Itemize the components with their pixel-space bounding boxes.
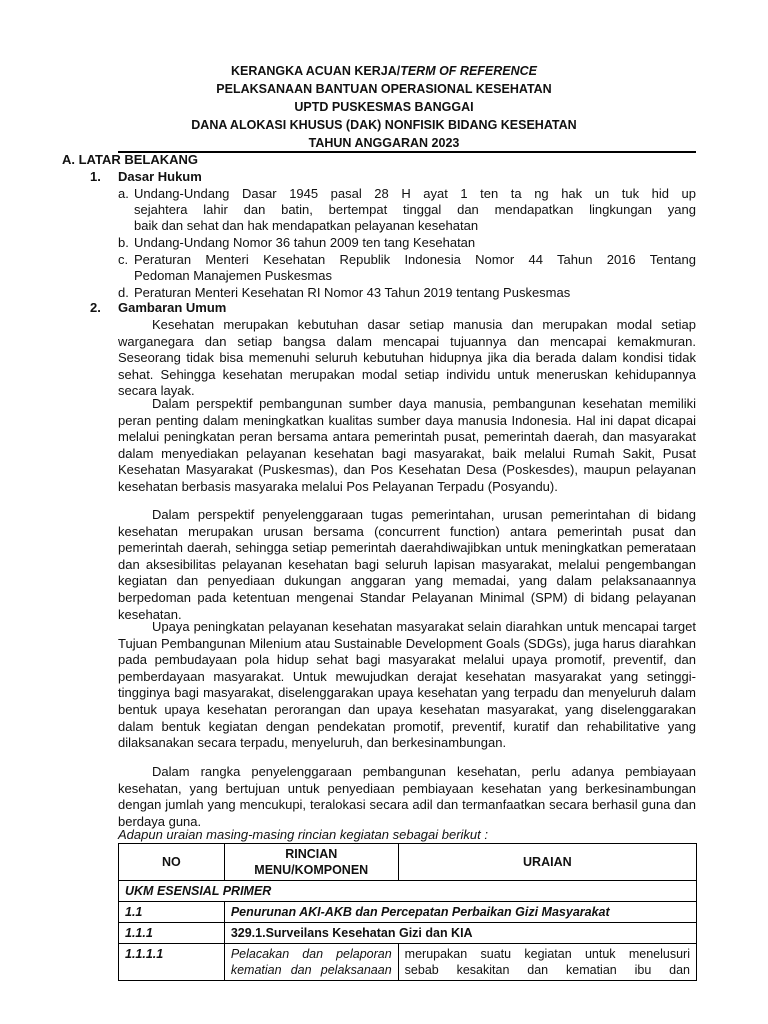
legal-item-letter: a. [118, 186, 129, 201]
table-row [119, 902, 697, 923]
table-row [119, 881, 697, 902]
activity-table [118, 843, 697, 981]
header-line-4: DANA ALOKASI KHUSUS (DAK) NONFISIK BIDANG KESEHATAN [191, 118, 577, 132]
table-row [119, 944, 697, 981]
legal-item-c-line-1: Peraturan Menteri Kesehatan Republik Indonesia Nomor 44 Tahun 2016 Tentang [134, 252, 696, 267]
table-row [119, 923, 697, 944]
document-header [0, 62, 768, 152]
legal-item-letter: c. [118, 252, 129, 267]
group-label: UKM ESENSIAL PRIMER [119, 881, 697, 902]
legal-item-d-line-1: Peraturan Menteri Kesehatan RI Nomor 43 Tahun 2019 tentang Puskesmas [134, 285, 571, 300]
row-number: 1.1.1.1 [119, 944, 225, 981]
legal-item-c-line-2: Pedoman Manajemen Puskesmas [134, 268, 332, 283]
row-number: 1.1 [119, 902, 225, 923]
paragraph: Dalam perspektif penyelenggaraan tugas pemerintahan, urusan pemerintahan di bidang kesehatan merupakan urusan bersama (concurrent function) antara pemerintah pusat dan pemerintah daerah, sehingga setiap pemerintah daerahdiwajibkan untuk meningkatkan pemerataan dan aksesibilitas pelayanan kesehatan bagi seluruh lapisan masyarakat, melalui pengembangan kegiatan dan penyediaan dukungan anggaran yang memadai, yang dalam pelaksanaannya berpedoman pada ketentuan mengenai Standar Pelayanan Minimal (SPM) di bidang pelayanan kesehatan. [118, 507, 696, 622]
table-intro: Adapun uraian masing-masing rincian kegiatan sebagai berikut : [118, 827, 488, 842]
table-header-row [119, 844, 697, 881]
paragraph: Upaya peningkatan pelayanan kesehatan masyarakat selain diarahkan untuk mencapai target Tujuan Pembangunan Milenium atau Sustainable Development Goals (SDGs), juga harus diarahkan pada pembudayaan pola hidup sehat bagi masyarakat melalui upaya promotif, preventif, dan pemberdayaan masyarakat. Untuk mewujudkan derajat kesehatan masyarakat yang setinggi-tingginya bagi masyarakat, diselenggarakan upaya kesehatan yang terpadu dan menyeluruh dalam bentuk upaya kesehatan perorangan dan upaya kesehatan masyarakat, yang diselenggarakan dalam bentuk kegiatan dengan pendekatan promotif, preventif, kuratif dan rehabilitative yang dilaksanakan secara terpadu, menyeluruh, dan berkesinambungan. [118, 619, 696, 751]
header-line-2: PELAKSANAAN BANTUAN OPERASIONAL KESEHATAN [216, 82, 552, 96]
subsection-1-title: Dasar Hukum [118, 169, 202, 184]
legal-item-letter: d. [118, 285, 129, 300]
row-uraian: merupakan suatu kegiatan untuk menelusuri sebab kesakitan dan kematian ibu dan [398, 944, 696, 981]
legal-item-a-line-2: sejahtera lahir dan batin, bertempat tinggal dan mendapatkan lingkungan yang [134, 202, 696, 217]
legal-item-b-line-1: Undang-Undang Nomor 36 tahun 2009 ten tang Kesehatan [134, 235, 476, 250]
legal-item-letter: b. [118, 235, 129, 250]
paragraph: Kesehatan merupakan kebutuhan dasar setiap manusia dan merupakan modal setiap warganegara dan setiap bangsa dalam mencapai tujuannya dan mencapai kemakmuran. Seseorang tidak bisa memenuhi seluruh kebutuhan hidupnya jika dia berada dalam kondisi tidak sehat. Sehingga kesehatan merupakan modal setiap individu untuk meneruskan kehidupannya secara layak. [118, 317, 696, 399]
row-title: 329.1.Surveilans Kesehatan Gizi dan KIA [224, 923, 696, 944]
row-rincian: Pelacakan dan pelaporan kematian dan pelaksanaan [224, 944, 398, 981]
section-title: A. LATAR BELAKANG [62, 152, 199, 167]
subsection-2-title: Gambaran Umum [118, 300, 227, 315]
header-line-5: TAHUN ANGGARAN 2023 [308, 136, 460, 150]
row-number: 1.1.1 [119, 923, 225, 944]
paragraph: Dalam perspektif pembangunan sumber daya manusia, pembangunan kesehatan memiliki peran penting dalam meningkatkan kualitas sumber daya manusia Indonesia. Hal ini dapat dicapai melalui peningkatan peran bersama antara pemerintah pusat, pemerintah daerah, dan masyarakat dalam menyediakan pelayanan kesehatan bagi masyarakat, baik melalui Rumah Sakit, Pusat Kesehatan Masyarakat (Puskesmas), dan Pos Kesehatan Desa (Poskesdes), maupun pelayanan kesehatan berbasis masyaraka melalui Pos Pelayanan Terpadu (Posyandu). [118, 396, 696, 494]
legal-item-a-line-3: baik dan sehat dan hak mendapatkan pelayanan kesehatan [134, 218, 479, 233]
header-italic: TERM OF REFERENCE [400, 64, 538, 78]
legal-item-a-line-1: Undang-Undang Dasar 1945 pasal 28 H ayat 1 ten ta ng hak un tuk hid up [134, 186, 696, 201]
header-line-3: UPTD PUSKESMAS BANGGAI [294, 100, 474, 114]
header-line-1: KERANGKA ACUAN KERJA/TERM OF REFERENCE [230, 64, 538, 78]
column-header-rincian: RINCIAN MENU/KOMPONEN [224, 844, 398, 881]
column-header-uraian: URAIAN [398, 844, 696, 881]
header-divider [118, 151, 696, 153]
row-title: Penurunan AKI-AKB dan Percepatan Perbaikan Gizi Masyarakat [224, 902, 696, 923]
paragraph: Dalam rangka penyelenggaraan pembangunan kesehatan, perlu adanya pembiayaan kesehatan, yang bertujuan untuk penyediaan pembiayaan kesehatan yang berkesinambungan dengan jumlah yang mencukupi, teralokasi secara adil dan termanfaatkan secara berhasil guna dan berdaya guna. [118, 764, 696, 829]
subsection-1-number: 1. [90, 169, 101, 184]
column-header-no: NO [119, 844, 225, 881]
subsection-2-number: 2. [90, 300, 101, 315]
